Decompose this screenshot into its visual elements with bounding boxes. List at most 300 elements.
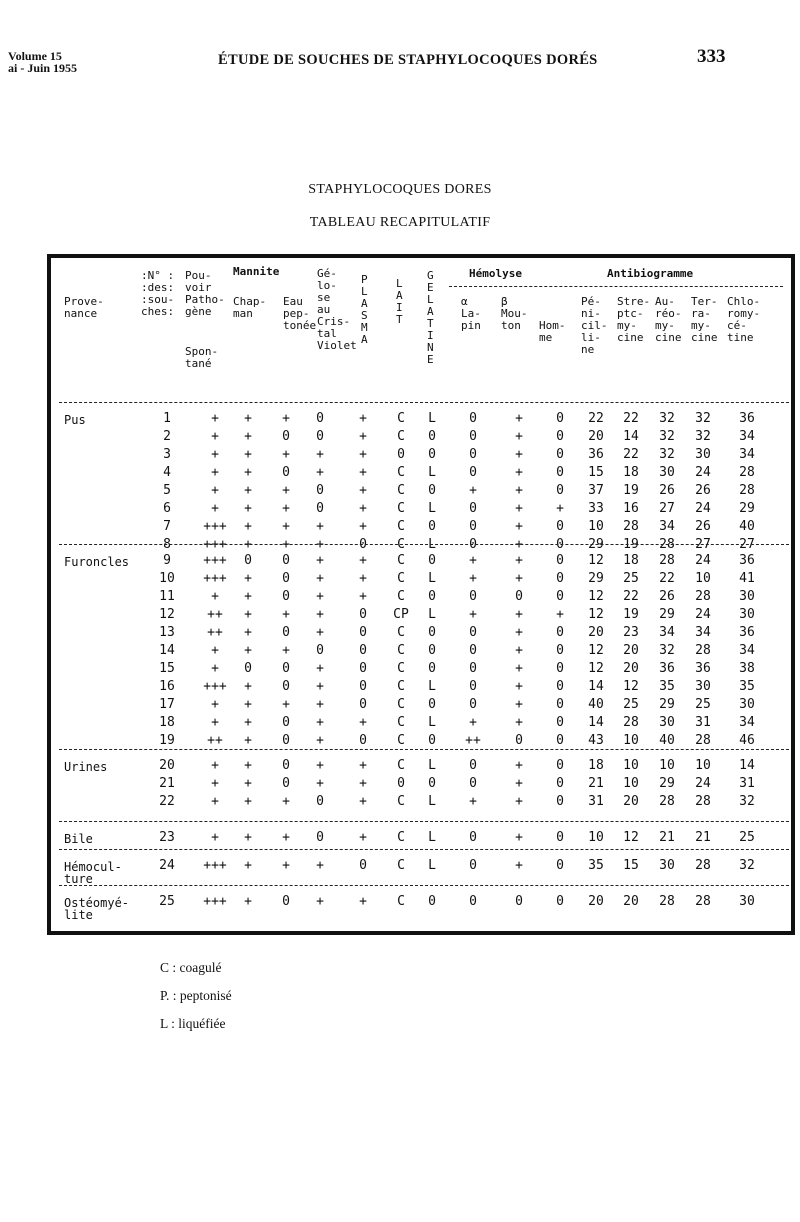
table-cell: C — [397, 519, 405, 534]
table-cell: 8 — [163, 537, 171, 552]
table-cell: 0 — [428, 661, 436, 676]
table-cell: + — [282, 537, 290, 552]
group-label: Hémocul- ture — [64, 860, 122, 886]
table-cell: + — [244, 589, 252, 604]
table-cell: + — [244, 519, 252, 534]
table-cell: 28 — [695, 858, 711, 873]
table-cell: 0 — [282, 661, 290, 676]
table-cell: + — [515, 447, 523, 462]
group-separator — [59, 544, 789, 545]
table-cell: + — [316, 661, 324, 676]
table-cell: + — [316, 447, 324, 462]
table-cell: 32 — [739, 858, 755, 873]
table-cell: C — [397, 411, 405, 426]
table-cell: 20 — [623, 894, 639, 909]
table-cell: 29 — [659, 776, 675, 791]
table-cell: + — [515, 776, 523, 791]
table-cell: 0 — [428, 733, 436, 748]
table-cell: 32 — [739, 794, 755, 809]
table-cell: +++ — [203, 537, 227, 552]
table-cell: + — [359, 429, 367, 444]
table-cell: 0 — [428, 553, 436, 568]
table-cell: 19 — [623, 537, 639, 552]
table-cell: + — [244, 830, 252, 845]
table-cell: L — [428, 830, 436, 845]
table-cell: + — [282, 411, 290, 426]
table-cell: 30 — [739, 607, 755, 622]
table-cell: 0 — [282, 715, 290, 730]
table-cell: 36 — [739, 625, 755, 640]
table-cell: 34 — [739, 429, 755, 444]
table-cell: + — [244, 697, 252, 712]
table-cell: L — [428, 679, 436, 694]
table-cell: + — [515, 607, 523, 622]
table-cell: 21 — [159, 776, 175, 791]
table-cell: 30 — [659, 715, 675, 730]
table-cell: 30 — [695, 447, 711, 462]
table-cell: 0 — [359, 661, 367, 676]
table-cell: 19 — [623, 483, 639, 498]
table-cell: 25 — [623, 697, 639, 712]
table-cell: 0 — [244, 661, 252, 676]
table-cell: 29 — [739, 501, 755, 516]
table-cell: + — [244, 643, 252, 658]
group-separator — [59, 402, 789, 403]
table-cell: 0 — [556, 697, 564, 712]
volume-info — [8, 50, 77, 74]
table-cell: ++ — [465, 733, 481, 748]
table-cell: + — [469, 794, 477, 809]
table-cell: 16 — [159, 679, 175, 694]
table-cell: + — [316, 858, 324, 873]
table-cell: 22 — [623, 589, 639, 604]
table-cell: 46 — [739, 733, 755, 748]
group-separator — [59, 749, 789, 750]
table-cell: 0 — [515, 894, 523, 909]
table-cell: 0 — [556, 661, 564, 676]
table-cell: 32 — [695, 411, 711, 426]
table-cell: + — [282, 501, 290, 516]
table-cell: + — [316, 715, 324, 730]
table-cell: L — [428, 607, 436, 622]
table-cell: 19 — [623, 607, 639, 622]
table-cell: 25 — [623, 571, 639, 586]
table-cell: 0 — [282, 733, 290, 748]
volume-number: Volume 15 — [8, 49, 62, 63]
table-cell: 26 — [659, 483, 675, 498]
header-hemolyse: Hémolyse — [469, 267, 522, 280]
table-cell: 27 — [695, 537, 711, 552]
table-cell: C — [397, 830, 405, 845]
table-cell: C — [397, 697, 405, 712]
table-cell: + — [282, 483, 290, 498]
table-cell: +++ — [203, 571, 227, 586]
table-cell: 28 — [739, 483, 755, 498]
table-cell: + — [316, 776, 324, 791]
table-cell: 0 — [359, 643, 367, 658]
table-title: STAPHYLOCOQUES DORES — [308, 182, 492, 197]
table-cell: 28 — [695, 733, 711, 748]
table-cell: 0 — [282, 758, 290, 773]
table-cell: + — [316, 758, 324, 773]
table-cell: 26 — [695, 483, 711, 498]
table-cell: + — [359, 465, 367, 480]
table-cell: L — [428, 465, 436, 480]
table-cell: 20 — [623, 794, 639, 809]
table-cell: 41 — [739, 571, 755, 586]
table-cell: 4 — [163, 465, 171, 480]
table-cell: 0 — [469, 858, 477, 873]
table-cell: 0 — [556, 411, 564, 426]
table-cell: 22 — [623, 447, 639, 462]
table-cell: 29 — [659, 607, 675, 622]
table-cell: 0 — [469, 625, 477, 640]
page-number: 333 — [697, 46, 726, 67]
table-cell: 28 — [623, 715, 639, 730]
table-cell: 10 — [623, 776, 639, 791]
table-cell: 23 — [623, 625, 639, 640]
table-cell: 0 — [556, 830, 564, 845]
table-cell: 24 — [695, 501, 711, 516]
table-cell: ++ — [207, 733, 223, 748]
table-cell: 28 — [659, 894, 675, 909]
table-cell: 40 — [659, 733, 675, 748]
issue-date: ai - Juin 1955 — [8, 61, 78, 75]
table-cell: 0 — [428, 589, 436, 604]
table-cell: 10 — [623, 758, 639, 773]
table-cell: + — [211, 661, 219, 676]
table-cell: + — [515, 483, 523, 498]
table-cell: 21 — [695, 830, 711, 845]
table-cell: 18 — [623, 553, 639, 568]
table-cell: 14 — [588, 715, 604, 730]
table-cell: 36 — [739, 411, 755, 426]
header-beta-mouton: β Mou- ton — [501, 295, 528, 332]
table-cell: + — [469, 607, 477, 622]
table-cell: 0 — [556, 776, 564, 791]
table-cell: 0 — [469, 661, 477, 676]
table-cell: + — [244, 537, 252, 552]
table-cell: 0 — [556, 537, 564, 552]
table-cell: + — [515, 411, 523, 426]
table-cell: + — [211, 447, 219, 462]
table-cell: 0 — [556, 625, 564, 640]
table-cell: + — [515, 519, 523, 534]
table-cell: 21 — [659, 830, 675, 845]
table-cell: 32 — [659, 411, 675, 426]
table-cell: 28 — [659, 537, 675, 552]
table-cell: 40 — [739, 519, 755, 534]
table-cell: 0 — [316, 830, 324, 845]
table-cell: C — [397, 589, 405, 604]
table-cell: + — [359, 830, 367, 845]
table-cell: + — [359, 589, 367, 604]
table-cell: 21 — [588, 776, 604, 791]
table-cell: 3 — [163, 447, 171, 462]
table-cell: 0 — [316, 501, 324, 516]
table-cell: 31 — [695, 715, 711, 730]
table-cell: 22 — [659, 571, 675, 586]
header-spontane: Spon- tané — [185, 345, 219, 370]
table-cell: 29 — [588, 571, 604, 586]
table-cell: 18 — [588, 758, 604, 773]
table-cell: + — [244, 429, 252, 444]
table-cell: ++ — [207, 625, 223, 640]
table-cell: 0 — [556, 447, 564, 462]
table-cell: + — [515, 643, 523, 658]
table-cell: 25 — [739, 830, 755, 845]
table-cell: 31 — [588, 794, 604, 809]
table-cell: 12 — [588, 589, 604, 604]
table-cell: 0 — [316, 483, 324, 498]
table-cell: 0 — [469, 537, 477, 552]
table-cell: C — [397, 679, 405, 694]
table-cell: 0 — [282, 589, 290, 604]
header-chapman: Chap- man — [233, 295, 267, 320]
table-cell: 2 — [163, 429, 171, 444]
table-cell: 20 — [588, 894, 604, 909]
table-cell: C — [397, 501, 405, 516]
table-cell: + — [211, 501, 219, 516]
table-cell: 0 — [556, 429, 564, 444]
table-cell: 20 — [159, 758, 175, 773]
table-cell: 37 — [588, 483, 604, 498]
table-cell: 14 — [739, 758, 755, 773]
table-cell: + — [244, 447, 252, 462]
table-cell: 27 — [739, 537, 755, 552]
group-separator — [59, 821, 789, 822]
table-cell: + — [211, 715, 219, 730]
table-cell: 0 — [282, 776, 290, 791]
table-cell: + — [244, 501, 252, 516]
table-cell: + — [469, 553, 477, 568]
table-cell: 12 — [588, 661, 604, 676]
table-cell: 34 — [739, 447, 755, 462]
table-cell: 28 — [623, 519, 639, 534]
table-cell: 0 — [556, 715, 564, 730]
table-cell: + — [515, 429, 523, 444]
table-cell: + — [244, 715, 252, 730]
table-cell: + — [211, 776, 219, 791]
table-cell: 10 — [159, 571, 175, 586]
table-cell: 32 — [659, 643, 675, 658]
table-cell: + — [282, 697, 290, 712]
table-cell: + — [556, 501, 564, 516]
table-cell: + — [316, 697, 324, 712]
table-cell: +++ — [203, 519, 227, 534]
table-cell: C — [397, 625, 405, 640]
table-cell: 29 — [588, 537, 604, 552]
table-cell: 0 — [469, 830, 477, 845]
table-cell: 0 — [556, 733, 564, 748]
table-cell: 12 — [588, 553, 604, 568]
header-gelatine: G E L A T I N E — [427, 269, 434, 366]
table-cell: + — [244, 733, 252, 748]
table-cell: C — [397, 483, 405, 498]
group-label: Ostéomyé- lite — [64, 896, 130, 922]
table-cell: 0 — [359, 625, 367, 640]
table-cell: + — [359, 776, 367, 791]
table-cell: 20 — [623, 661, 639, 676]
table-cell: C — [397, 715, 405, 730]
table-cell: 0 — [282, 625, 290, 640]
table-cell: 14 — [159, 643, 175, 658]
table-cell: + — [469, 483, 477, 498]
header-plasma: P L A S M A — [361, 273, 368, 346]
table-cell: + — [244, 794, 252, 809]
table-cell: 28 — [659, 553, 675, 568]
table-cell: 18 — [159, 715, 175, 730]
table-cell: 34 — [695, 625, 711, 640]
table-cell: + — [282, 643, 290, 658]
table-cell: 0 — [359, 858, 367, 873]
table-cell: + — [282, 607, 290, 622]
table-cell: 0 — [359, 537, 367, 552]
table-cell: 40 — [588, 697, 604, 712]
table-cell: 13 — [159, 625, 175, 640]
table-cell: + — [316, 571, 324, 586]
table-cell: 12 — [623, 679, 639, 694]
table-cell: + — [515, 465, 523, 480]
table-cell: 12 — [159, 607, 175, 622]
table-cell: 27 — [659, 501, 675, 516]
legend-coagule: C : coagulé — [160, 960, 222, 975]
table-cell: 1 — [163, 411, 171, 426]
group-label: Bile — [64, 832, 93, 846]
table-cell: + — [359, 483, 367, 498]
table-cell: 30 — [659, 858, 675, 873]
table-cell: 0 — [359, 607, 367, 622]
table-cell: 34 — [739, 643, 755, 658]
table-cell: +++ — [203, 894, 227, 909]
table-cell: + — [556, 607, 564, 622]
table-cell: + — [515, 501, 523, 516]
table-cell: + — [359, 501, 367, 516]
table-cell: 36 — [588, 447, 604, 462]
table-cell: + — [244, 483, 252, 498]
header-pouvoir-pathogene: Pou- voir Patho- gène — [185, 269, 225, 318]
table-cell: + — [316, 465, 324, 480]
group-label: Urines — [64, 760, 108, 774]
table-cell: + — [282, 519, 290, 534]
table-cell: C — [397, 894, 405, 909]
table-cell: L — [428, 758, 436, 773]
table-cell: 32 — [659, 429, 675, 444]
table-cell: 0 — [359, 679, 367, 694]
table-cell: 17 — [159, 697, 175, 712]
table-cell: L — [428, 501, 436, 516]
table-cell: + — [359, 447, 367, 462]
table-cell: 0 — [556, 571, 564, 586]
table-cell: 20 — [588, 429, 604, 444]
table-cell: 10 — [623, 733, 639, 748]
table-cell: + — [282, 830, 290, 845]
table-cell: 12 — [588, 643, 604, 658]
table-cell: C — [397, 465, 405, 480]
table-cell: 14 — [623, 429, 639, 444]
table-cell: + — [211, 589, 219, 604]
table-cell: 24 — [695, 465, 711, 480]
group-label: Furoncles — [64, 555, 130, 569]
table-cell: + — [316, 607, 324, 622]
table-cell: C — [397, 758, 405, 773]
table-cell: 18 — [623, 465, 639, 480]
header-subdivider — [449, 286, 783, 287]
table-cell: 28 — [695, 894, 711, 909]
table-cell: 30 — [695, 679, 711, 694]
table-cell: + — [282, 447, 290, 462]
table-cell: 0 — [428, 776, 436, 791]
table-cell: 31 — [739, 776, 755, 791]
table-cell: 0 — [469, 411, 477, 426]
table-cell: 10 — [695, 571, 711, 586]
table-cell: + — [316, 537, 324, 552]
table-cell: 30 — [739, 589, 755, 604]
table-cell: 0 — [556, 858, 564, 873]
table-cell: 14 — [588, 679, 604, 694]
table-cell: 24 — [695, 776, 711, 791]
table-cell: 0 — [556, 794, 564, 809]
table-cell: 0 — [469, 465, 477, 480]
table-cell: 0 — [469, 776, 477, 791]
running-title: ÉTUDE DE SOUCHES DE STAPHYLOCOQUES DORÉS — [218, 52, 598, 68]
header-alpha-lapin: α La- pin — [461, 295, 481, 332]
table-cell: + — [515, 553, 523, 568]
table-cell: + — [316, 679, 324, 694]
table-cell: 16 — [623, 501, 639, 516]
table-cell: 0 — [469, 894, 477, 909]
group-separator — [59, 849, 789, 850]
table-cell: + — [211, 758, 219, 773]
table-cell: CP — [393, 607, 409, 622]
table-cell: 20 — [623, 643, 639, 658]
table-cell: +++ — [203, 858, 227, 873]
table-cell: 38 — [739, 661, 755, 676]
table-cell: 0 — [556, 643, 564, 658]
table-cell: C — [397, 571, 405, 586]
header-homme: Hom- me — [539, 319, 566, 344]
table-cell: + — [244, 411, 252, 426]
table-cell: 0 — [556, 758, 564, 773]
table-cell: C — [397, 661, 405, 676]
table-cell: C — [397, 553, 405, 568]
table-cell: 7 — [163, 519, 171, 534]
table-cell: 35 — [588, 858, 604, 873]
table-cell: 0 — [282, 679, 290, 694]
table-cell: 0 — [397, 776, 405, 791]
table-cell: + — [244, 571, 252, 586]
table-cell: 0 — [428, 643, 436, 658]
table-cell: 10 — [588, 519, 604, 534]
table-cell: C — [397, 643, 405, 658]
table-cell: + — [211, 794, 219, 809]
table-cell: + — [211, 465, 219, 480]
table-cell: 0 — [515, 733, 523, 748]
table-cell: 0 — [282, 465, 290, 480]
table-cell: 0 — [515, 589, 523, 604]
table-cell: L — [428, 794, 436, 809]
table-cell: 0 — [428, 519, 436, 534]
table-cell: 0 — [556, 553, 564, 568]
table-cell: 0 — [556, 589, 564, 604]
table-cell: + — [211, 697, 219, 712]
table-cell: 0 — [316, 411, 324, 426]
table-cell: 0 — [469, 447, 477, 462]
table-cell: 36 — [739, 553, 755, 568]
table-cell: + — [211, 411, 219, 426]
table-cell: C — [397, 858, 405, 873]
table-cell: 25 — [159, 894, 175, 909]
